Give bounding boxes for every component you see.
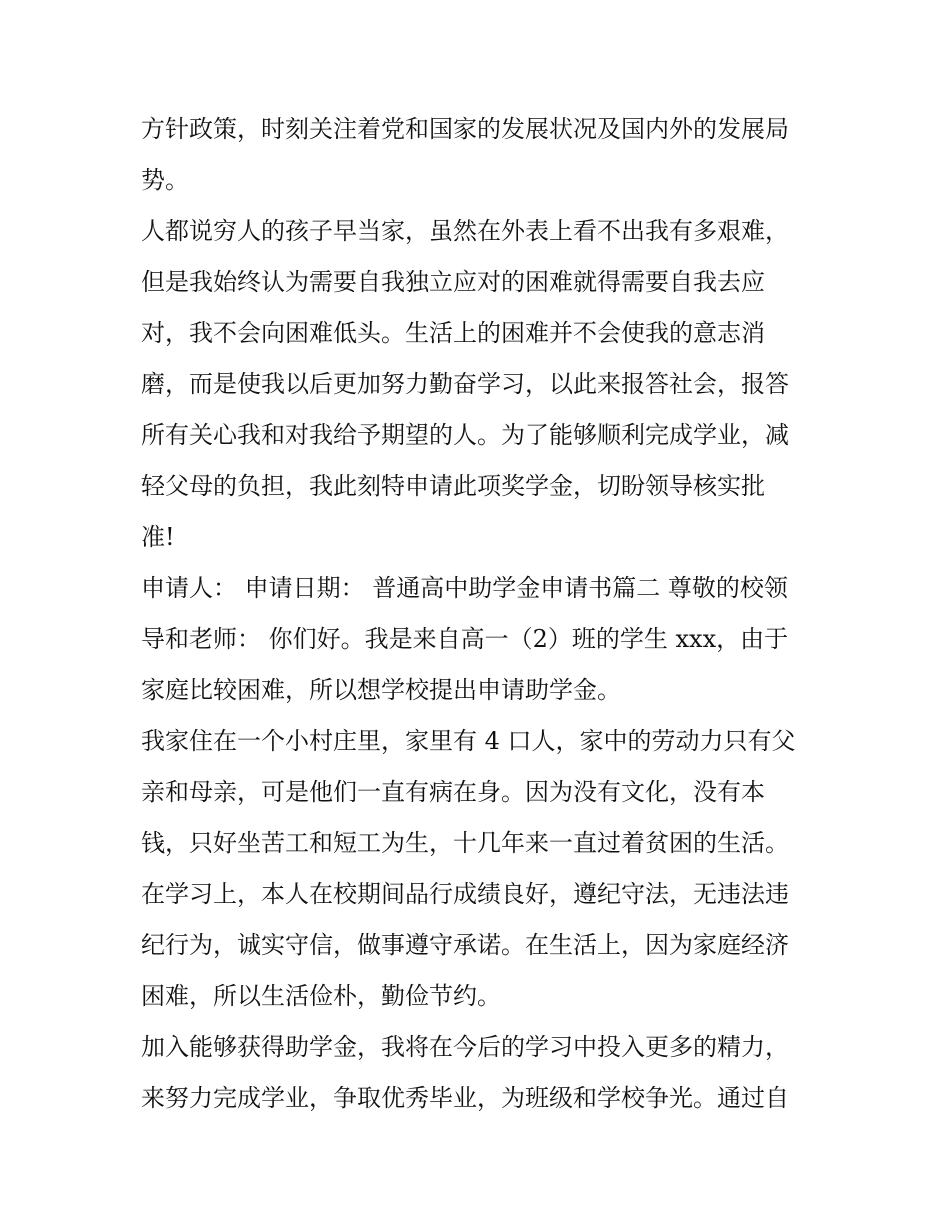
text-line: 亲和母亲，可是他们一直有病在身。因为没有文化，没有本 [141,778,765,806]
text-line: 准! [141,523,175,551]
text-line: 来努力完成学业，争取优秀毕业，为班级和学校争光。通过自 [141,1084,789,1112]
document-body [141,104,821,1124]
text-line: 家庭比较困难，所以想学校提出申请助学金。 [141,676,621,704]
text-line: 对，我不会向困难低头。生活上的困难并不会使我的意志消 [141,319,765,347]
text-line: 磨，而是使我以后更加努力勤奋学习，以此来报答社会，报答 [141,370,789,398]
text-line: 方针政策，时刻关注着党和国家的发展状况及国内外的发展局 [141,115,789,143]
text-line: 困难，所以生活俭朴，勤俭节约。 [141,982,501,1010]
text-line: 但是我始终认为需要自我独立应对的困难就得需要自我去应 [141,268,765,296]
text-line: 所有关心我和对我给予期望的人。为了能够顺利完成学业，减 [141,421,789,449]
text-line: 纪行为，诚实守信，做事遵守承诺。在生活上，因为家庭经济 [141,931,789,959]
text-line: 我家住在一个小村庄里，家里有 4 口人，家中的劳动力只有父 [141,727,796,755]
text-line: 导和老师： 你们好。我是来自高一（2）班的学生 xxx，由于 [141,625,789,653]
text-line: 势。 [141,166,189,194]
text-line: 人都说穷人的孩子早当家，虽然在外表上看不出我有多艰难， [141,217,789,245]
text-line: 申请人： 申请日期： 普通高中助学金申请书篇二 尊敬的校领 [141,574,788,602]
text-line: 轻父母的负担，我此刻特申请此项奖学金，切盼领导核实批 [141,472,765,500]
text-line: 钱，只好坐苦工和短工为生，十几年来一直过着贫困的生活。 [141,829,789,857]
text-line: 加入能够获得助学金，我将在今后的学习中投入更多的精力， [141,1033,789,1061]
text-line: 在学习上，本人在校期间品行成绩良好，遵纪守法，无违法违 [141,880,789,908]
